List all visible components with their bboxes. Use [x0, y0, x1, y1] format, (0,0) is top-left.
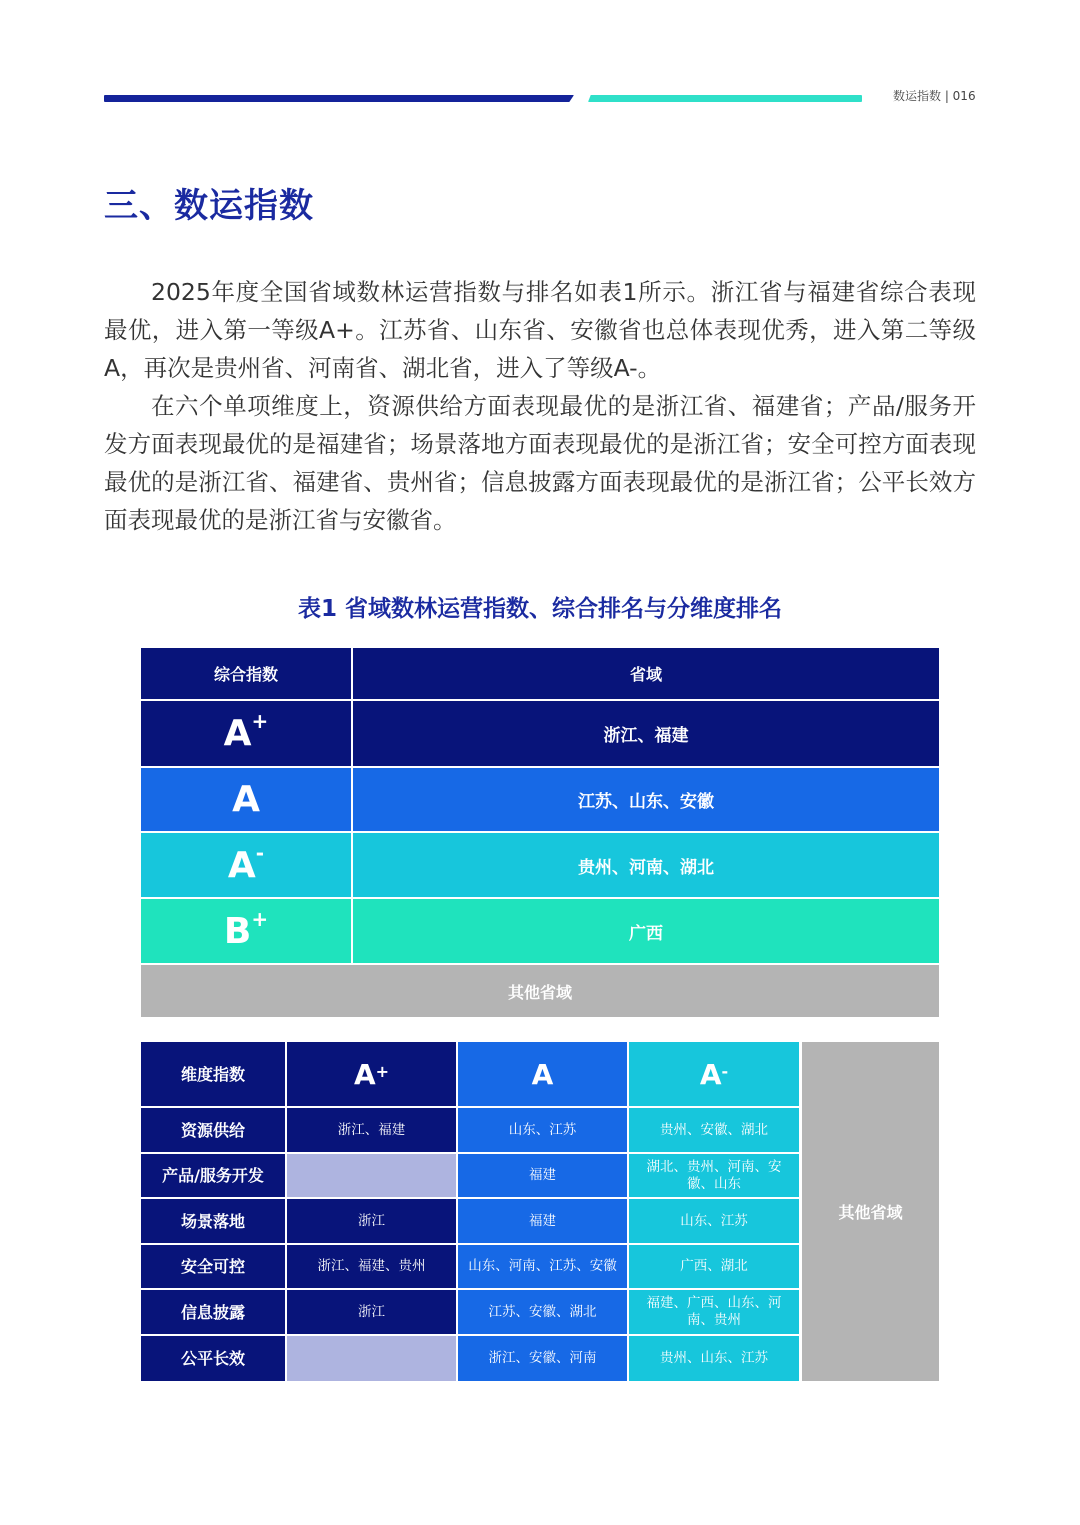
a-minus-cell: 贵州、山东、江苏 [629, 1336, 801, 1381]
a-plus-cell [287, 1154, 458, 1197]
grade-cell [141, 701, 353, 766]
dimension-index-table [141, 1042, 939, 1381]
grade-letter: A [223, 713, 252, 754]
a-plus-cell: 浙江 [287, 1199, 458, 1243]
table-row [141, 701, 939, 768]
table-row [141, 899, 939, 965]
dimension-cell: 产品/服务开发 [141, 1154, 287, 1197]
province-cell: 贵州、河南、湖北 [578, 857, 714, 878]
a-cell: 福建 [458, 1199, 629, 1243]
a-minus-cell: 福建、广西、山东、河南、贵州 [629, 1290, 801, 1334]
body-paragraph-2: 在六个单项维度上，资源供给方面表现最优的是浙江省、福建省；产品/服务开发方面表现最优的是福建省；场景落地方面表现最优的是浙江省；安全可控方面表现最优的是浙江省、福建省、贵州省；信息披露方面表现最优的是浙江省；公平长效方面表现最优的是浙江省与安徽省。 [104, 392, 976, 534]
table-row [141, 1199, 801, 1245]
header-grade-a-minus [629, 1042, 801, 1106]
grade-mark: + [251, 906, 269, 931]
grade-mark: + [251, 709, 269, 733]
table-title: 表1 省域数林运营指数、综合排名与分维度排名 [297, 596, 782, 622]
grade-mark: - [255, 840, 265, 865]
header-dimension: 维度指数 [141, 1042, 287, 1106]
body-paragraph-1: 2025年度全国省域数林运营指数与排名如表1所示。浙江省与福建省综合表现最优，进入第一等级A+。江苏省、山东省、安徽省也总体表现优秀，进入第二等级A，再次是贵州省、河南省、湖北省，进入了等级A-。 [104, 278, 976, 382]
province-cell: 广西 [629, 923, 663, 944]
grade-cell [141, 833, 353, 897]
a-cell: 江苏、安徽、湖北 [458, 1290, 629, 1334]
a-plus-cell [287, 1336, 458, 1381]
grade-cell [141, 899, 353, 963]
grade-mark: - [721, 1061, 729, 1081]
a-cell: 山东、江苏 [458, 1108, 629, 1152]
a-minus-cell: 山东、江苏 [629, 1199, 801, 1243]
a-minus-cell: 贵州、安徽、湖北 [629, 1108, 801, 1152]
grade-letter: A [353, 1057, 376, 1091]
grade-letter: A [227, 844, 256, 886]
grade-letter: B [223, 910, 252, 952]
table-row [141, 1108, 801, 1154]
section-title: 三、数运指数 [104, 186, 314, 226]
dimension-cell: 场景落地 [141, 1199, 287, 1243]
page-label: 数运指数 | 016 [893, 89, 976, 103]
header-grade-a: A [458, 1042, 629, 1106]
table-row [141, 1290, 801, 1336]
grade-letter: A [232, 779, 260, 820]
header-index: 综合指数 [141, 648, 353, 699]
a-minus-cell: 广西、湖北 [629, 1245, 801, 1288]
province-cell: 江苏、山东、安徽 [578, 792, 714, 812]
header-grade-a-plus [287, 1042, 458, 1106]
grade-cell [141, 768, 353, 831]
a-cell: 山东、河南、江苏、安徽 [458, 1245, 629, 1288]
table-row [141, 768, 939, 833]
other-provinces-row: 其他省域 [141, 965, 939, 1017]
dimension-cell: 安全可控 [141, 1245, 287, 1288]
province-cell: 浙江、福建 [603, 726, 689, 746]
a-minus-cell: 湖北、贵州、河南、安徽、山东 [629, 1154, 801, 1197]
table-row [141, 1245, 801, 1290]
header-bar-dark [104, 95, 574, 102]
a-plus-cell: 浙江、福建、贵州 [287, 1245, 458, 1288]
a-cell: 福建 [458, 1154, 629, 1197]
a-plus-cell: 浙江、福建 [287, 1108, 458, 1152]
a-cell: 浙江、安徽、河南 [458, 1336, 629, 1381]
dimension-cell: 资源供给 [141, 1108, 287, 1152]
overall-index-table [141, 648, 939, 1017]
table-header-row [141, 1042, 801, 1108]
header-province: 省域 [629, 665, 662, 684]
dimension-cell: 公平长效 [141, 1336, 287, 1381]
table-row [141, 1154, 801, 1199]
table-header-row [141, 648, 939, 701]
grade-mark: + [375, 1061, 390, 1081]
other-provinces-column: 其他省域 [802, 1042, 939, 1381]
table-row [141, 1336, 801, 1381]
a-plus-cell: 浙江 [287, 1290, 458, 1334]
header-bar-light [588, 95, 862, 102]
grade-letter: A [699, 1057, 722, 1091]
dimension-cell: 信息披露 [141, 1290, 287, 1334]
table-row [141, 833, 939, 899]
